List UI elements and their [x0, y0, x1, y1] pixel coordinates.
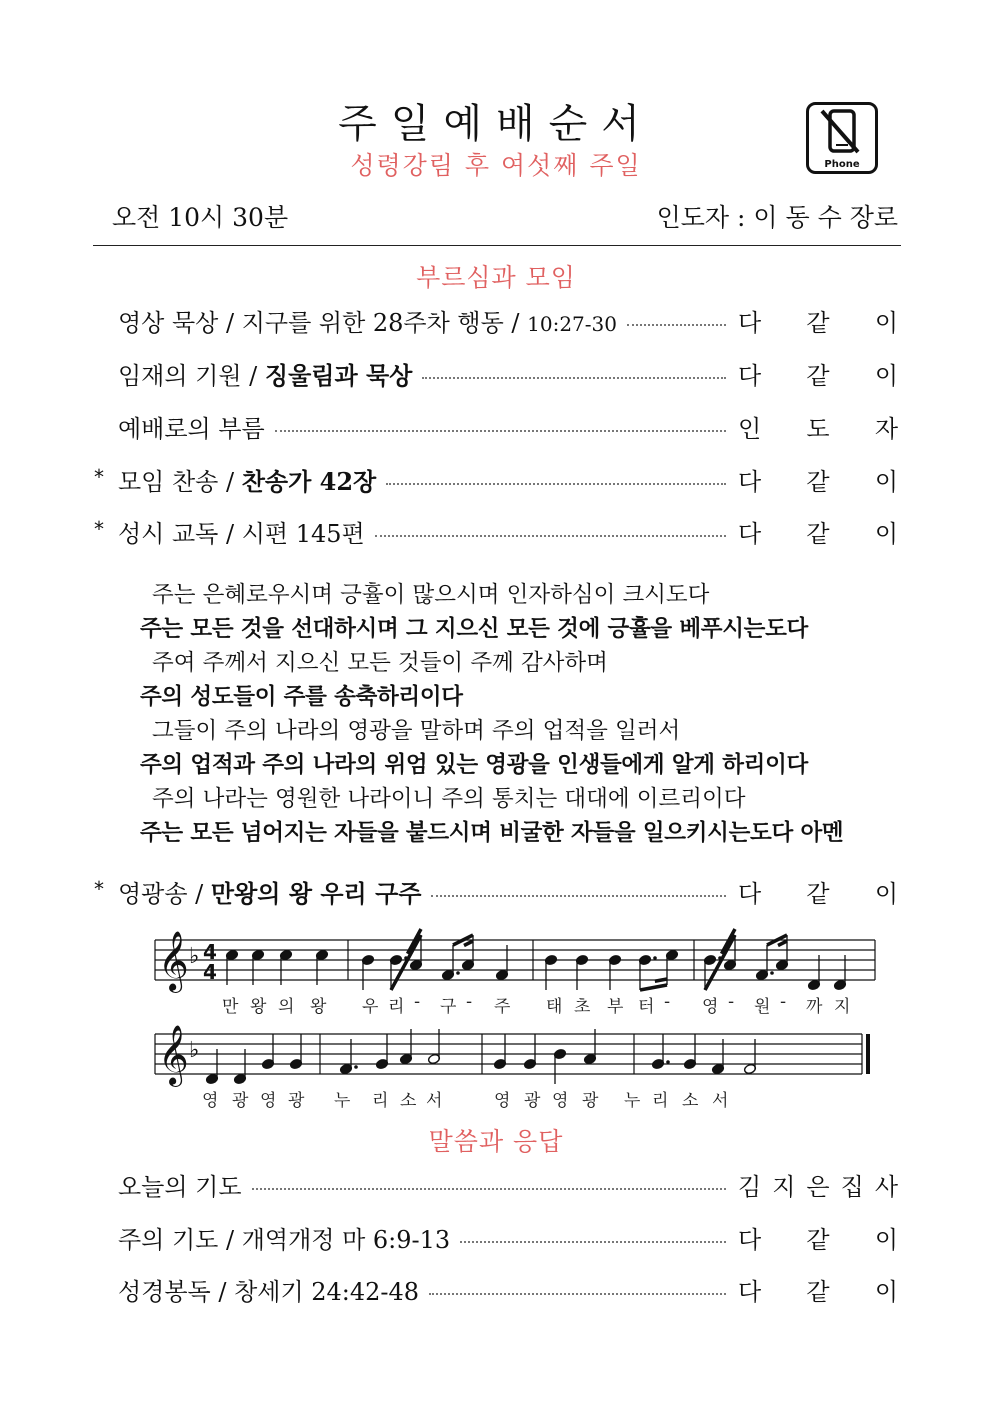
performer-char: 다 [738, 361, 762, 390]
item-performer [738, 303, 898, 338]
dot-leader [422, 377, 726, 379]
service-leader [657, 198, 898, 234]
staff-line-1 [155, 929, 875, 993]
performer-char: 같 [806, 519, 830, 548]
item-label: 예배로의 부름 [118, 414, 265, 443]
time-signature-bottom: 4 [203, 960, 217, 984]
performer-char: 다 [738, 1225, 762, 1254]
lyric-syllable: 부 [607, 997, 624, 1017]
lyric-syllable: 누 [334, 1091, 351, 1111]
item-label: 모임 찬송 / [118, 467, 242, 496]
reading-response-line: 주의 업적과 주의 나라의 위엄 있는 영광을 인생들에게 알게 하리이다 [140, 752, 808, 778]
performer-char: 같 [806, 1277, 830, 1306]
reading-response-line: 주는 모든 것을 선대하시며 그 지으신 모든 것에 긍휼을 베푸시는도다 [140, 616, 808, 642]
note-dot [456, 971, 460, 975]
lyric-syllable: - [780, 992, 787, 1012]
responsive-reading [140, 578, 900, 850]
lyric-syllable: 까 [806, 997, 823, 1017]
item-performer [738, 1272, 898, 1307]
item-label: 영광송 / [118, 879, 211, 908]
lyric-syllable: 구 [440, 997, 457, 1017]
performer-char: 다 [738, 467, 762, 496]
performer-char: 도 [806, 414, 830, 443]
item-title: 찬송가 42장 [241, 466, 377, 496]
item-performer [738, 462, 898, 497]
leader-name: 이 동 수 장로 [753, 203, 898, 232]
reading-leader-line: 주의 나라는 영원한 나라이니 주의 통치는 대대에 이르리이다 [152, 786, 746, 812]
item-performer [738, 874, 898, 909]
reading-leader-line: 주여 주께서 지으신 모든 것들이 주께 감사하며 [152, 650, 608, 676]
note-beam [778, 941, 787, 946]
item-title: 만왕의 왕 우리 구주 [210, 878, 422, 908]
standing-mark: * [94, 517, 104, 541]
lyric-syllable: 지 [834, 997, 851, 1017]
lyric-syllable: - [414, 992, 421, 1012]
lyric-syllable: 광 [288, 1091, 305, 1111]
item-reference: 10:27-30 [527, 311, 617, 336]
lyric-syllable: 리 [388, 997, 405, 1017]
order-item [118, 355, 898, 391]
order-item [118, 302, 898, 338]
lyric-syllable: 누 [624, 1091, 641, 1111]
note-dot [770, 971, 774, 975]
dot-leader [460, 1241, 726, 1243]
staff-line-2 [155, 1025, 868, 1087]
lyric-syllable: - [466, 992, 473, 1012]
dot-leader [375, 535, 726, 537]
lyric-syllable: 서 [712, 1091, 729, 1111]
order-item-doxology [94, 873, 898, 909]
lyric-syllable: 초 [574, 997, 591, 1017]
lyric-syllable: 의 [278, 997, 295, 1017]
lyric-syllable: 리 [652, 1091, 669, 1111]
note-dot [653, 956, 657, 960]
lyric-syllable: 우 [362, 997, 379, 1017]
performer-char: 이 [874, 308, 898, 337]
performer-char: 같 [806, 361, 830, 390]
reading-response-line: 주의 성도들이 주를 송축하리이다 [140, 684, 463, 710]
music-score [150, 926, 880, 1116]
performer-char: 이 [874, 467, 898, 496]
performer-char: 다 [738, 879, 762, 908]
no-phone-icon [806, 102, 878, 174]
performer-char: 지 [772, 1172, 796, 1201]
item-performer [738, 1167, 898, 1202]
lyric-syllable: 왕 [250, 997, 267, 1017]
reading-leader-line: 그들이 주의 나라의 영광을 말하며 주의 업적을 일러서 [152, 718, 681, 744]
lyrics-line-1 [150, 992, 880, 1016]
item-performer [738, 514, 898, 549]
item-label: 임재의 기원 / [118, 361, 265, 390]
dot-leader [429, 1293, 726, 1295]
section-word: 말씀과 응답 [428, 1127, 564, 1156]
performer-char: 김 [738, 1172, 762, 1201]
lyric-syllable: 만 [222, 997, 239, 1017]
performer-char: 이 [874, 1277, 898, 1306]
leader-label: 인도자 : [656, 203, 754, 232]
lyric-syllable: 소 [682, 1091, 699, 1111]
performer-char: 같 [806, 1225, 830, 1254]
note-dot [666, 1060, 670, 1064]
lyric-syllable: 영 [202, 1091, 219, 1111]
lyric-syllable: 왕 [310, 997, 327, 1017]
item-label: 오늘의 기도 [118, 1172, 242, 1201]
performer-char: 집 [840, 1172, 864, 1201]
phone-label: Phone [824, 159, 860, 170]
lyric-syllable: 영 [494, 1091, 511, 1111]
performer-char: 인 [738, 414, 762, 443]
note-beam [640, 985, 667, 990]
lyric-syllable: 영 [702, 997, 719, 1017]
page-subtitle: 성령강림 후 여섯째 주일 [350, 151, 642, 180]
performer-char: 은 [806, 1172, 830, 1201]
performer-char: 같 [806, 467, 830, 496]
reading-leader-line: 주는 은혜로우시며 긍휼이 많으시며 인자하심이 크시도다 [152, 582, 710, 608]
item-label: 성시 교독 / 시편 145편 [118, 519, 365, 548]
performer-char: 이 [874, 519, 898, 548]
header-divider [93, 245, 901, 246]
flat-icon: ♭ [189, 944, 200, 969]
lyric-syllable: - [728, 992, 735, 1012]
item-label: 주의 기도 / 개역개정 마 6:9-13 [118, 1225, 451, 1254]
lyric-syllable: 영 [260, 1091, 277, 1111]
performer-char: 이 [874, 1225, 898, 1254]
lyric-syllable: - [664, 992, 671, 1012]
performer-char: 이 [874, 879, 898, 908]
order-item [118, 1166, 898, 1202]
performer-char: 이 [874, 361, 898, 390]
dot-leader [386, 483, 726, 485]
lyric-syllable: 태 [546, 997, 563, 1017]
lyric-syllable: 주 [494, 997, 511, 1017]
standing-mark: * [94, 877, 104, 901]
item-performer [738, 356, 898, 391]
dot-leader [252, 1188, 726, 1190]
order-item [94, 461, 898, 497]
lyric-syllable: 광 [524, 1091, 541, 1111]
performer-char: 자 [874, 414, 898, 443]
item-label: 성경봉독 / 창세기 24:42-48 [118, 1277, 420, 1306]
flat-icon: ♭ [189, 1038, 200, 1063]
order-item [118, 408, 898, 444]
item-performer [738, 1220, 898, 1255]
performer-char: 사 [874, 1172, 898, 1201]
performer-char: 다 [738, 519, 762, 548]
service-time: 오전 10시 30분 [112, 203, 289, 232]
lyric-syllable: 광 [582, 1091, 599, 1111]
lyric-syllable: 리 [372, 1091, 389, 1111]
performer-char: 같 [806, 308, 830, 337]
note-beam [655, 979, 667, 981]
time-signature-top: 4 [203, 940, 217, 964]
dot-leader [627, 324, 726, 326]
order-item [94, 513, 898, 549]
lyric-syllable: 원 [754, 997, 771, 1017]
section-gathering: 부르심과 모임 [416, 263, 576, 292]
lyric-syllable: 서 [426, 1091, 443, 1111]
treble-clef-icon: 𝄞 [158, 931, 189, 991]
lyric-syllable: 터 [638, 997, 655, 1017]
item-performer [738, 409, 898, 444]
order-item [118, 1271, 898, 1307]
lyric-syllable: 소 [400, 1091, 417, 1111]
performer-char: 다 [738, 1277, 762, 1306]
treble-clef-icon: 𝄞 [158, 1025, 189, 1085]
performer-char: 다 [738, 308, 762, 337]
note-beam [464, 941, 473, 946]
standing-mark: * [94, 465, 104, 489]
reading-response-line: 주는 모든 넘어지는 자들을 붙드시며 비굴한 자들을 일으키시는도다 아멘 [140, 820, 844, 846]
lyric-syllable: 영 [552, 1091, 569, 1111]
item-title: 징울림과 묵상 [264, 360, 413, 390]
performer-char: 같 [806, 879, 830, 908]
dot-leader [431, 895, 726, 897]
order-item [118, 1219, 898, 1255]
lyrics-line-2 [150, 1086, 880, 1110]
page-title: 주일예배순서 [338, 101, 654, 147]
note-dot [354, 1065, 358, 1069]
item-label: 영상 묵상 / 지구를 위한 28주차 행동 / [118, 308, 528, 337]
lyric-syllable: 광 [232, 1091, 249, 1111]
dot-leader [275, 430, 726, 432]
